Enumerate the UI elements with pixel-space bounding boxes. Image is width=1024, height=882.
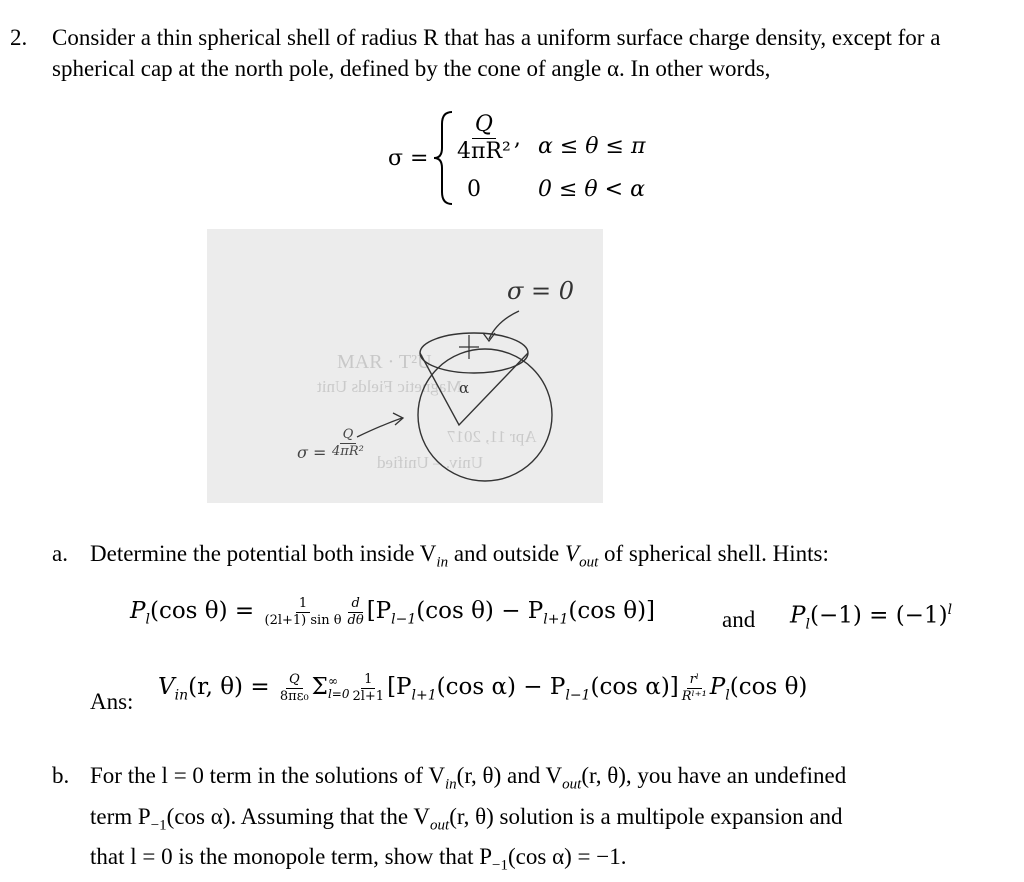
problem-number: 2. (10, 25, 28, 50)
ans-sum-sub: l=0 (327, 687, 350, 702)
label-sigma-zero: σ = 0 (507, 277, 575, 305)
label-sigma-q-den: 4πR² (332, 443, 364, 459)
hint2-p: P (790, 602, 806, 629)
part-b-line2-a: term P (90, 803, 151, 829)
answer-label: Ans: (90, 689, 134, 714)
part-b-line3-end: (cos α) = −1. (508, 844, 627, 870)
hint2-sub: l (805, 616, 810, 633)
hint-p: P (130, 598, 146, 625)
hint-frac1-den: (2l+1) sin θ (264, 612, 342, 628)
ans-b-end: (cos α)] (590, 674, 679, 701)
hint-frac1-num: 1 (296, 596, 310, 613)
sigma-case1-sep: , (513, 125, 521, 151)
part-a-text (90, 538, 829, 579)
part-a-text-1: Determine the potential both inside V (90, 541, 437, 566)
part-b-line1-a: For the l = 0 term in the solutions of V (90, 763, 445, 788)
ans-frac3 (679, 672, 710, 704)
part-a-marker: a. (52, 541, 68, 566)
part-a-sub-in: in (436, 554, 449, 571)
hint-equation-2 (790, 602, 952, 632)
ans-frac1-num: Q (286, 672, 303, 689)
problem-intro: Consider a thin spherical shell of radius R that has a uniform surface charge density, except for a spherical cap at the north pole, defined by the cone of angle α. In other words, (52, 25, 941, 81)
part-a-text-2: and outside (448, 541, 565, 566)
ans-sum-sup: ∞ (327, 674, 338, 689)
bleed-text-4: Univ. – Unified (377, 453, 484, 472)
hint-frac2-den: dθ (347, 612, 364, 628)
part-b-marker: b. (52, 763, 70, 788)
label-sigma-q-lhs: σ = (297, 443, 327, 462)
sigma-case1-cond: α ≤ θ ≤ π (538, 134, 646, 159)
ans-frac3-den: Rˡ⁺¹ (681, 688, 707, 704)
hint2-rest: (−1) = (−1) (809, 602, 948, 629)
hint-rhs-sub2: l+1 (543, 611, 569, 628)
ans-b-sub1: l+1 (411, 687, 437, 704)
ans-tail-sub: l (725, 687, 730, 704)
ans-lhs-rest: (r, θ) = (188, 674, 270, 701)
ans-sum: Σ (311, 674, 328, 701)
ans-frac1-den: 8πε₀ (279, 688, 309, 704)
hint-and: and (722, 607, 756, 632)
sigma-case2-val: 0 (467, 177, 481, 202)
part-b-line2-mid: (cos α). Assuming that the V (166, 803, 431, 829)
part-b-line1-mid: (r, θ) and V (456, 763, 563, 788)
part-a-vout: V (565, 541, 580, 566)
part-b-line2-end: (r, θ) solution is a multipole expansion and (449, 803, 843, 829)
hint2-sup: l (947, 602, 953, 618)
hint-equation (130, 596, 655, 628)
part-a-text-3: of spherical shell. Hints: (598, 541, 829, 566)
part-b-line2-sub2: out (430, 817, 450, 834)
hint-rhs-1: [P (366, 598, 392, 625)
part-b-line3-a: that l = 0 is the monopole term, show that P (90, 844, 493, 870)
part-b-line1-sub2: out (562, 776, 582, 793)
ans-b-mid: (cos α) − P (436, 674, 566, 701)
bleed-text-2: Magnetic Fields Unit (317, 377, 462, 396)
label-sigma-q-fraction (329, 427, 367, 459)
part-b-line1-sub1: in (444, 776, 457, 793)
ans-v-sub: in (174, 687, 189, 704)
part-b-line1-end: (r, θ), you have an undefined (581, 763, 847, 788)
hint-rhs-mid: (cos θ) − P (416, 598, 544, 625)
part-b-line2-sub: −1 (150, 817, 167, 834)
shell-figure (207, 229, 603, 503)
ans-frac1 (277, 672, 312, 704)
answer-equation (158, 672, 807, 704)
label-alpha: α (459, 379, 470, 397)
part-b-line-2 (90, 801, 1000, 842)
part-b-line-1 (90, 760, 1000, 801)
ans-b-sub2: l−1 (565, 687, 591, 704)
ans-bracket-1: [P (387, 674, 412, 701)
part-b-line3-sub: −1 (492, 857, 508, 874)
part-a-sub-out: out (579, 554, 599, 571)
hint-frac1 (262, 596, 345, 628)
ans-frac2 (349, 672, 387, 704)
hint-rhs-sub1: l−1 (391, 611, 417, 628)
part-b-text (90, 760, 1000, 882)
hint-rhs-end: (cos θ)] (568, 598, 656, 625)
sigma-case2-cond: 0 ≤ θ < α (538, 177, 645, 202)
hint-p-sub: l (145, 611, 150, 628)
ans-frac2-den: 2l+1 (352, 688, 385, 704)
hint-frac2-num: d (348, 596, 362, 613)
sigma-brace (430, 110, 456, 206)
sigma-case1-den: 4πR² (457, 139, 511, 165)
sigma-case1-fraction (454, 112, 514, 166)
sigma-lhs: σ = (388, 146, 429, 171)
sigma-case1-num: Q (472, 112, 496, 139)
hint-frac2 (345, 596, 367, 628)
hint-lhs-arg: (cos θ) = (149, 598, 255, 625)
ans-frac3-num: rˡ (687, 672, 702, 689)
bleed-text-3: Apr 11, 2017 (447, 427, 537, 446)
ans-tail: P (709, 674, 726, 701)
label-sigma-q-num: Q (340, 427, 357, 444)
ans-tail-rest: (cos θ) (729, 674, 808, 701)
ans-frac2-num: 1 (361, 672, 375, 689)
ans-v: V (158, 674, 175, 701)
bleed-text-1: MAR · T²U (337, 351, 432, 373)
shell-drawing (207, 229, 603, 503)
